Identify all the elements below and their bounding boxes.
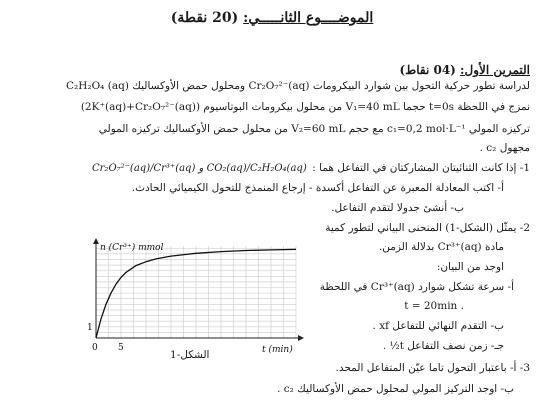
title-points: (20 نقطة)	[170, 10, 239, 26]
paragraph-line-3: تركيزه المولي c₁=0,2 mol·L⁻¹ مع حجم V₂=60 mL من محلول حمض الأوكساليك تركيزه المولي	[98, 123, 530, 135]
y-axis-label: n (Cr³⁺) mmol	[100, 243, 164, 253]
title-prefix: الموضــــوع الثانـــــي:	[243, 10, 374, 26]
question-1-couples: Cr₂O₇²⁻(aq)/Cr³⁺(aq) و CO₂(aq)/C₂H₂O₄(aq)	[92, 163, 307, 174]
question-2c: جـ- زمن نصف التفاعل t½ .	[382, 340, 504, 352]
x-tick-label: 0	[92, 343, 98, 353]
paragraph-line-1: لدراسة تطور حركية التحول بين شوارد البيكرومات Cr₂O₇²⁻(aq) ومحلول حمض الأوكساليك (aq) C₂H₂O₄	[65, 80, 530, 92]
question-3b: ب- اوجد التركيز المولي لمحلول حمض الأوكساليك c₂ .	[277, 383, 514, 395]
question-1: 1- إذا كانت الثنائيتان المشاركتان في التفاعل هما :	[312, 162, 530, 174]
question-3: 3- أ- باعتبار التحول تاما عيّن المتفاعل المحد.	[335, 362, 530, 374]
question-2-line-2: مادة Cr³⁺(aq) بدلالة الزمن.	[378, 241, 504, 253]
paragraph-line-2: نمزج في اللحظة t=0s حجما V₁=40 mL من محلول بيكرومات البوتاسيوم (2K⁺(aq)+Cr₂O₇²⁻(aq))	[80, 101, 530, 113]
y-axis-arrow	[93, 238, 99, 244]
question-2a-line-1: أ- سرعة تشكل شوارد Cr³⁺(aq) في اللحظة	[319, 281, 514, 293]
exercise-points: (04 نقاط)	[399, 63, 456, 77]
y-tick-label: 1	[87, 322, 93, 333]
question-2-line-1: 2- يمثّل (الشكل-1) المنحنى البياني لتطور كمية	[325, 222, 530, 234]
exercise-title	[399, 63, 530, 77]
question-2-line-3: اوجد من البيان:	[436, 261, 504, 273]
x-tick-label: 5	[118, 343, 124, 353]
exercise-title-label: التمرين الأول:	[460, 63, 530, 77]
question-2a-line-2: t = 20min .	[404, 300, 464, 312]
figure-caption: الشكل-1	[170, 349, 210, 361]
x-axis-arrow	[298, 335, 304, 341]
question-1b: ب- أنشئ جدولا لتقدم التفاعل.	[331, 202, 464, 214]
page-title	[0, 10, 544, 26]
x-axis-label: t (min)	[262, 345, 293, 355]
paragraph-line-4: مجهول c₂ .	[479, 142, 530, 154]
question-2b: ب- التقدم النهائي للتفاعل xf .	[372, 320, 504, 332]
question-1a: أ- اكتب المعادلة المعبرة عن التفاعل أكسدة - إرجاع المنمذج للتحول الكيميائي الحادث.	[131, 182, 504, 194]
